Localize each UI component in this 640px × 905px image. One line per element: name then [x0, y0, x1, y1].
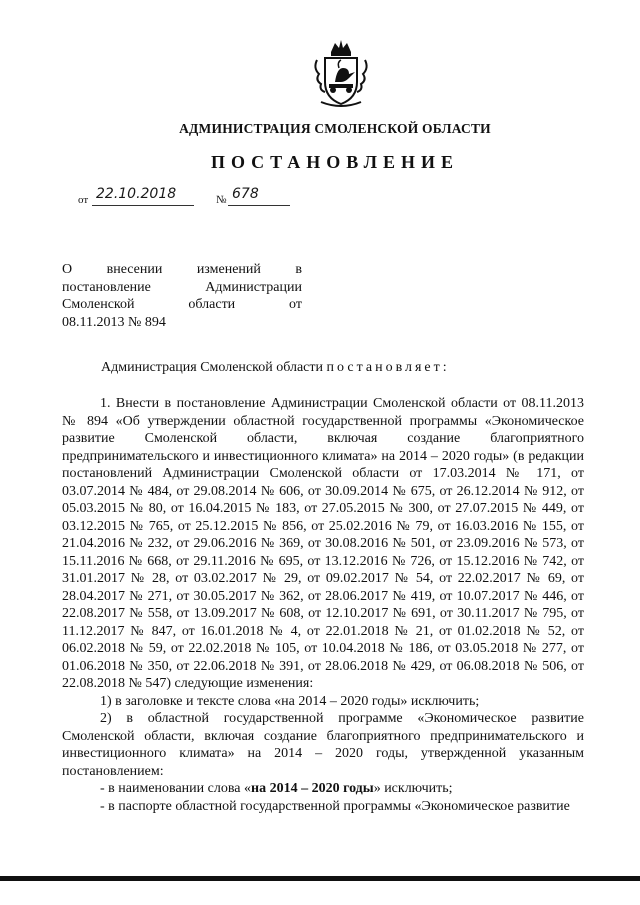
decree-verb: постановляет:	[326, 360, 450, 375]
subject-line	[62, 279, 302, 297]
paragraph-4	[62, 780, 584, 798]
subject-word: постановление	[62, 279, 151, 295]
subject-word: Администрации	[205, 279, 302, 295]
coat-of-arms-icon	[311, 38, 371, 110]
p4-post: » исключить;	[373, 781, 453, 796]
organization-title: АДМИНИСТРАЦИЯ СМОЛЕНСКОЙ ОБЛАСТИ	[179, 121, 491, 136]
paragraph-5: - в паспорте областной государственной программы «Экономическое развитие	[100, 798, 570, 814]
date-value: 22.10.2018	[96, 186, 177, 202]
date-underline	[92, 205, 194, 206]
subject-word: Смоленской	[62, 297, 135, 312]
subject-line: 08.11.2013 № 894	[62, 314, 166, 330]
p4-bold: на 2014 – 2020 годы	[251, 781, 374, 796]
scan-edge-bar	[0, 876, 640, 881]
subject-line	[62, 296, 302, 314]
subject-word: О	[62, 262, 73, 277]
number-value: 678	[232, 186, 259, 202]
paragraph-1: 1. Внести в постановление Администрации Смоленской области от 08.11.2013 № 894 «Об утверждении областной государственной программы «Экономическое развитие Смоленской области, включая создание благоприятного предпринимательского и инвестиционного климата» на 2014 – 2020 годы» (в редакции постановлений Администрации Смоленской области от 17.03.2014 № 171, от 03.07.2014 № 484, от 29.08.2014 № 606, от 30.09.2014 № 675, от 26.12.2014 № 912, от 05.03.2015 № 80, от 16.04.2015 № 183, от 27.05.2015 № 300, от 27.07.2015 № 449, от 03.12.2015 № 765, от 25.12.2015 № 856, от 25.02.2016 № 79, от 16.03.2016 № 155, от 21.04.2016 № 232, от 29.06.2016 № 369, от 30.08.2016 № 501, от 23.09.2016 № 573, от 15.11.2016 № 668, от 29.11.2016 № 695, от 13.12.2016 № 726, от 15.12.2016 № 742, от 31.01.2017 № 28, от 03.02.2017 № 29, от 09.02.2017 № 54, от 22.02.2017 № 69, от 28.04.2017 № 271, от 30.05.2017 № 362, от 28.06.2017 № 419, от 10.07.2017 № 446, от 22.08.2017 № 558, от 13.09.2017 № 608, от 12.10.2017 № 691, от 30.11.2017 № 795, от 11.12.2017 № 847, от 16.01.2018 № 4, от 22.01.2018 № 21, от 01.02.2018 № 52, от 06.02.2018 № 59, от 22.02.2018 № 105, от 10.04.2018 № 186, от 03.05.2018 № 277, от 01.06.2018 № 350, от 22.06.2018 № 391, от 28.06.2018 № 429, от 06.08.2018 № 506, от 22.08.2018 № 547) следующие изменения:	[62, 396, 584, 691]
number-underline	[228, 205, 290, 206]
subject-word: в	[295, 262, 302, 277]
subject-word: изменений	[196, 262, 261, 277]
date-number-line	[78, 188, 298, 210]
number-label: №	[216, 194, 227, 206]
subject-block	[62, 261, 302, 331]
subject-word: области	[188, 297, 236, 312]
subject-line	[62, 261, 302, 279]
document-type-title: ПОСТАНОВЛЕНИЕ	[210, 152, 460, 172]
decree-line	[101, 360, 450, 376]
subject-word: от	[289, 297, 302, 312]
decree-lead: Администрация Смоленской области	[101, 360, 324, 375]
paragraph-3: 2) в областной государственной программе «Экономическое развитие Смоленской области, включая создание благоприятного предпринимательского и инвестиционного климата» на 2014 – 2020 годы, утвержденной указанным постановлением:	[62, 711, 584, 779]
date-label: от	[78, 194, 89, 206]
p4-pre: - в наименовании слова «	[100, 781, 251, 796]
paragraph-2: 1) в заголовке и тексте слова «на 2014 – 2020 годы» исключить;	[100, 693, 480, 709]
subject-word: внесении	[106, 262, 163, 277]
document-body	[62, 395, 584, 815]
